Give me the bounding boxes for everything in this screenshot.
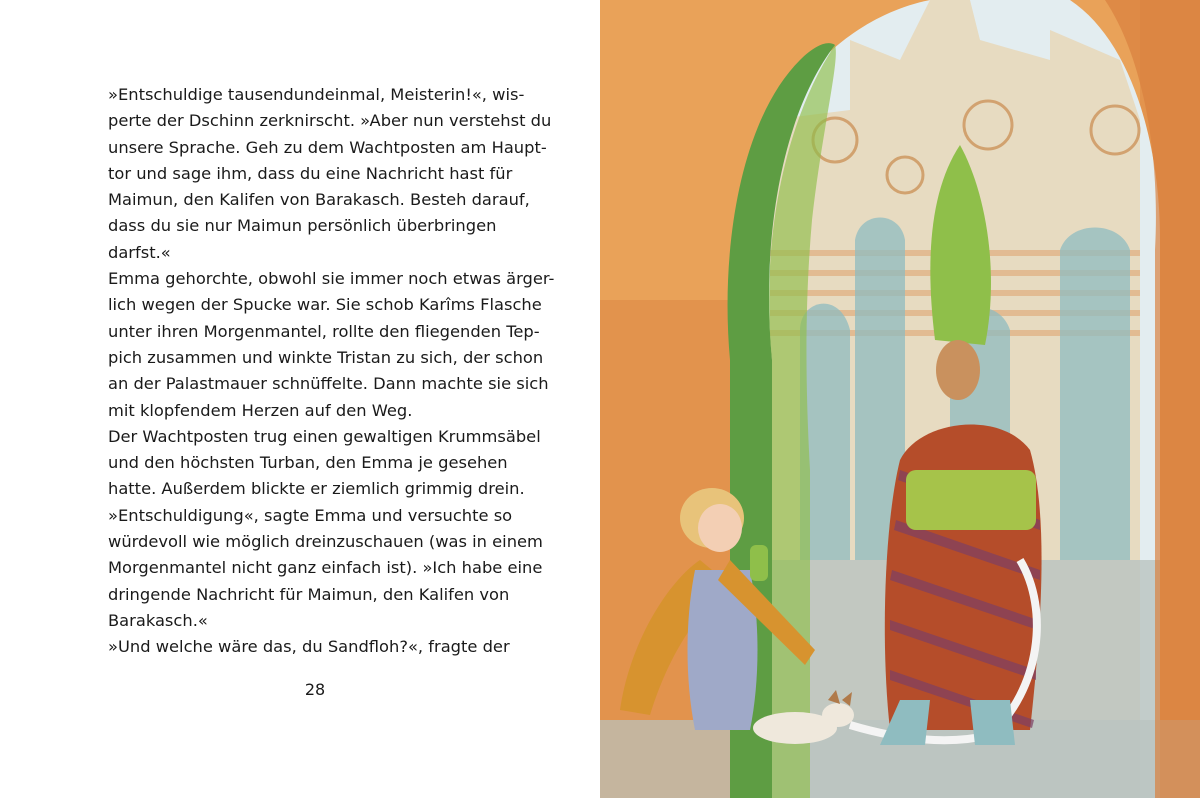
text-line: Maimun, den Kalifen von Barakasch. Besteh darauf, [108, 190, 530, 210]
text-line: Der Wachtposten trug einen gewaltigen Krummsäbel [108, 426, 541, 446]
child-face [698, 504, 742, 552]
text-line: Barakasch.« [108, 610, 208, 630]
text-line: unter ihren Morgenmantel, rollte den fliegenden Tep- [108, 321, 540, 341]
bottle-icon [750, 545, 768, 581]
text-line: »Und welche wäre das, du Sandfloh?«, fragte der [108, 637, 510, 657]
text-line: würdevoll wie möglich dreinzuschauen (was in einem [108, 532, 543, 552]
text-line: unsere Sprache. Geh zu dem Wachtposten am Haupt- [108, 137, 547, 157]
text-line: darfst.« [108, 242, 171, 262]
page-number: 28 [304, 680, 326, 699]
text-line: perte der Dschinn zerknirscht. »Aber nun verstehst du [108, 111, 552, 131]
text-line: »Entschuldige tausendundeinmal, Meisterin!«, wis- [108, 85, 525, 104]
text-line: »Entschuldigung«, sagte Emma und versuchte so [108, 505, 513, 525]
illustration-page [600, 0, 1200, 798]
text-line: Emma gehorchte, obwohl sie immer noch etwas ärger- [108, 269, 555, 289]
text-line: dringende Nachricht für Maimun, den Kalifen von [108, 584, 510, 604]
palace-gate-illustration [600, 0, 1200, 798]
text-line: dass du sie nur Maimun persönlich überbringen [108, 216, 497, 236]
text-line: lich wegen der Spucke war. Sie schob Karîms Flasche [108, 295, 542, 315]
text-line: tor und sage ihm, dass du eine Nachricht hast für [108, 163, 513, 183]
body-text [108, 82, 555, 661]
text-line: pich zusammen und winkte Tristan zu sich, der schon [108, 347, 544, 367]
text-line: hatte. Außerdem blickte er ziemlich grimmig drein. [108, 479, 525, 499]
text-line: an der Palastmauer schnüffelte. Dann machte sie sich [108, 374, 549, 394]
text-line: Morgenmantel nicht ganz einfach ist). »Ich habe eine [108, 558, 543, 578]
guard-sash [906, 470, 1036, 530]
text-line: mit klopfendem Herzen auf den Weg. [108, 400, 413, 420]
dog-head [822, 703, 854, 727]
text-line: und den höchsten Turban, den Emma je gesehen [108, 453, 508, 473]
guard-face [936, 340, 980, 400]
